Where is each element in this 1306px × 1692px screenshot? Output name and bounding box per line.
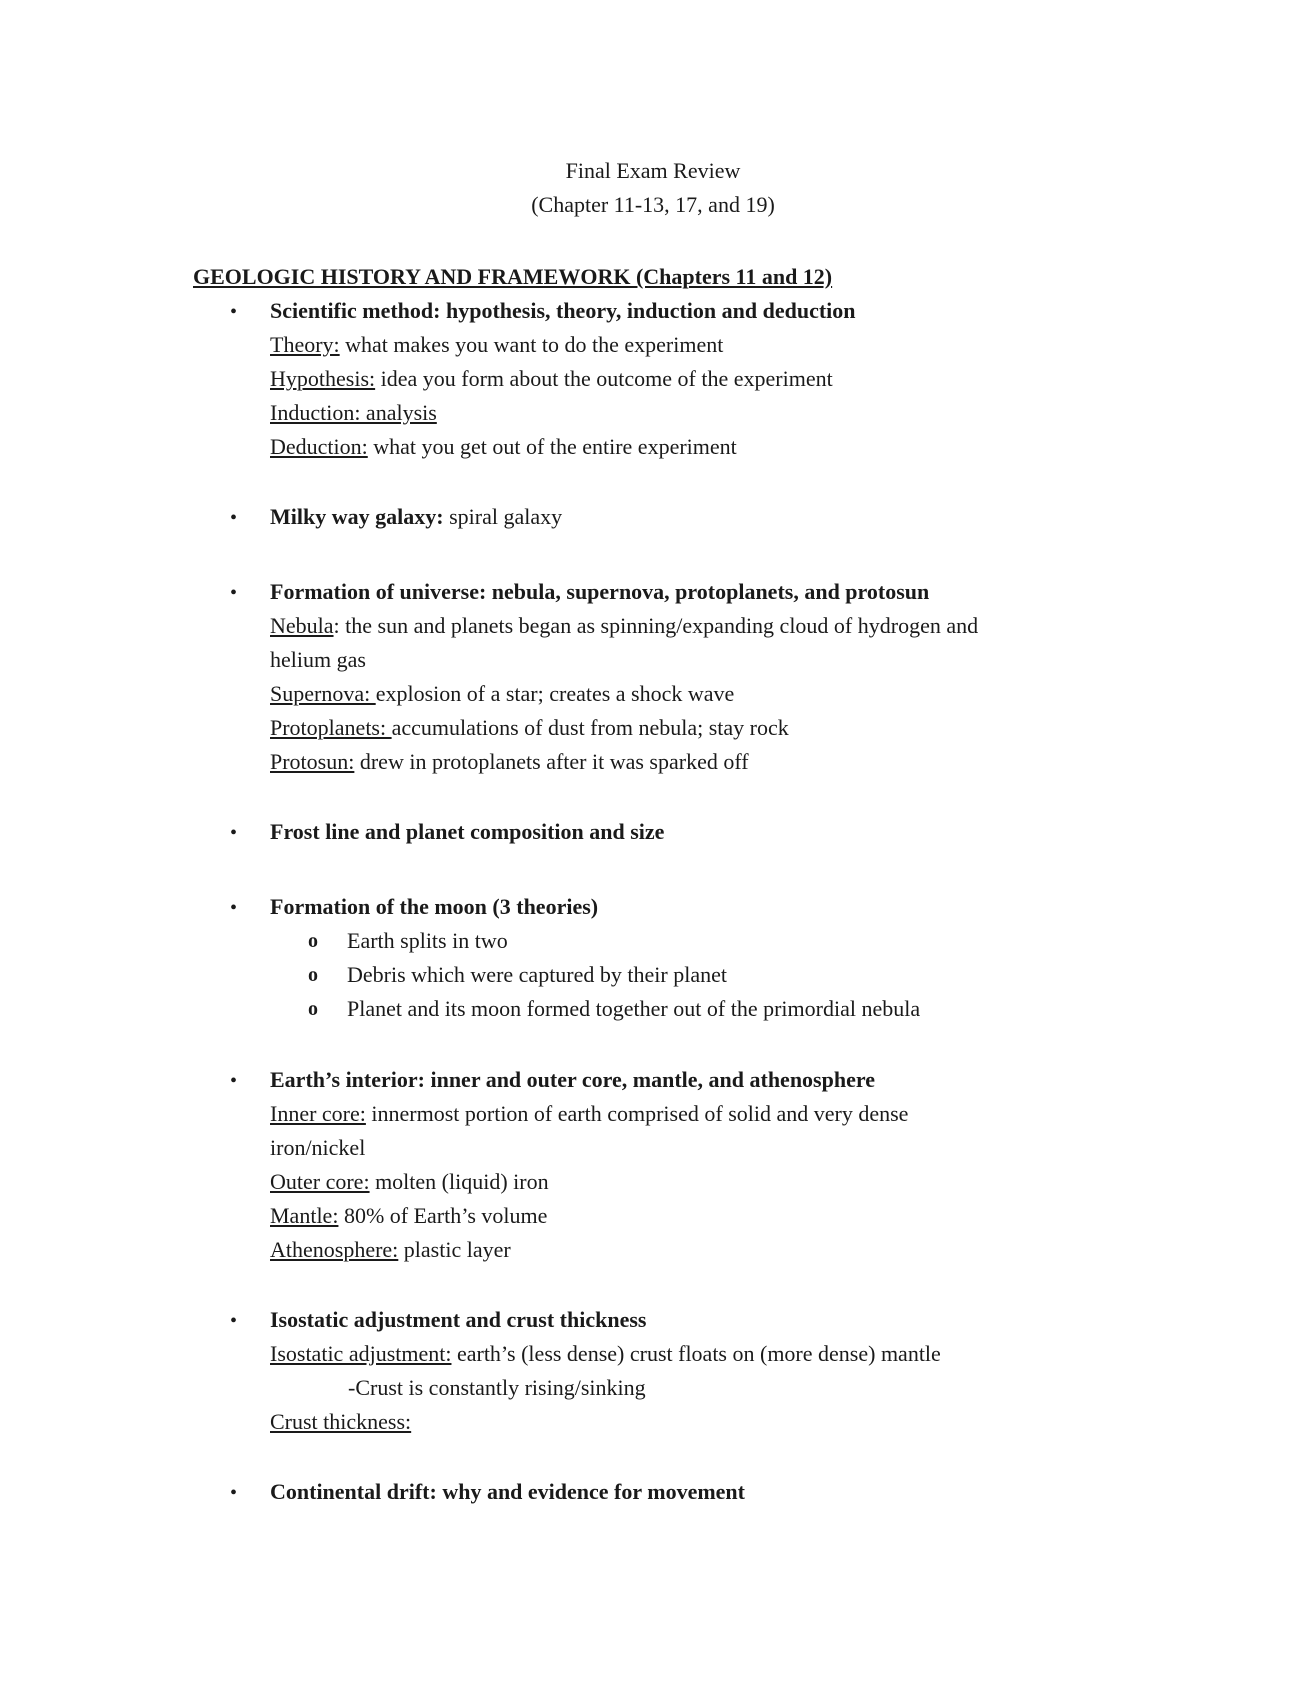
- sub-bullet-item: Planet and its moon formed together out of the primordial nebula: [347, 996, 921, 1021]
- definition-outer-core: [270, 1165, 549, 1199]
- bullet-marker: •: [230, 897, 238, 919]
- definition-text: plastic layer: [398, 1237, 511, 1262]
- sub-bullet-item: Earth splits in two: [347, 928, 508, 953]
- bullet-heading-frost-line: Frost line and planet composition and size: [270, 819, 665, 844]
- definition-isostatic-adjustment: [270, 1337, 941, 1371]
- term: Protosun:: [270, 749, 355, 774]
- document-subtitle: (Chapter 11-13, 17, and 19): [531, 192, 775, 217]
- bullet-heading-continental-drift: Continental drift: why and evidence for movement: [270, 1479, 745, 1504]
- bullet-marker: •: [230, 1482, 238, 1504]
- definition-protosun: [270, 745, 749, 779]
- definition-crust-thickness: [270, 1405, 411, 1439]
- indented-note: -Crust is constantly rising/sinking: [348, 1375, 646, 1400]
- definition-deduction: [270, 430, 737, 464]
- sub-bullet-marker: o: [308, 964, 318, 986]
- definition-supernova: [270, 677, 734, 711]
- term: Protoplanets:: [270, 715, 392, 740]
- sub-bullet-marker: o: [308, 930, 318, 952]
- definition-text: 80% of Earth’s volume: [338, 1203, 548, 1228]
- definition-text: spiral galaxy: [443, 504, 563, 529]
- term: Crust thickness:: [270, 1409, 412, 1434]
- definition-inner-core: [270, 1097, 908, 1131]
- definition-text: explosion of a star; creates a shock wave: [375, 681, 735, 706]
- definition-induction: [270, 396, 437, 430]
- bullet-heading-term: Milky way galaxy:: [270, 504, 444, 529]
- bullet-marker: •: [230, 1310, 238, 1332]
- definition-text: drew in protoplanets after it was sparked off: [354, 749, 749, 774]
- definition-mantle: [270, 1199, 547, 1233]
- bullet-marker: •: [230, 301, 238, 323]
- term: Mantle:: [270, 1203, 339, 1228]
- term: Nebula: [270, 613, 334, 638]
- sub-bullet-marker: o: [308, 998, 318, 1020]
- bullet-heading-milky-way: [270, 500, 562, 534]
- definition-hypothesis: [270, 362, 833, 396]
- term: Inner core:: [270, 1101, 366, 1126]
- definition-text: what you get out of the entire experiment: [367, 434, 737, 459]
- bullet-heading-formation-of-moon: Formation of the moon (3 theories): [270, 894, 599, 919]
- definition-text: earth’s (less dense) crust floats on (more dense) mantle: [451, 1341, 941, 1366]
- bullet-marker: •: [230, 1070, 238, 1092]
- bullet-marker: •: [230, 822, 238, 844]
- term: Hypothesis:: [270, 366, 376, 391]
- definition-text: : the sun and planets began as spinning/expanding cloud of hydrogen and: [333, 613, 979, 638]
- bullet-heading-formation-of-universe: Formation of universe: nebula, supernova, protoplanets, and protosun: [270, 579, 930, 604]
- definition-text: accumulations of dust from nebula; stay rock: [391, 715, 789, 740]
- definition-continuation: helium gas: [270, 647, 366, 672]
- definition-nebula: [270, 609, 978, 643]
- bullet-heading-scientific-method: Scientific method: hypothesis, theory, induction and deduction: [270, 298, 856, 323]
- document-title: Final Exam Review: [565, 158, 741, 183]
- bullet-marker: •: [230, 507, 238, 529]
- definition-text: what makes you want to do the experiment: [339, 332, 724, 357]
- section-heading: GEOLOGIC HISTORY AND FRAMEWORK (Chapters 11 and 12): [193, 264, 833, 289]
- term: Outer core:: [270, 1169, 370, 1194]
- definition-protoplanets: [270, 711, 789, 745]
- term: Isostatic adjustment:: [270, 1341, 452, 1366]
- sub-bullet-item: Debris which were captured by their planet: [347, 962, 727, 987]
- definition-athenosphere: [270, 1233, 511, 1267]
- bullet-marker: •: [230, 582, 238, 604]
- term: Deduction:: [270, 434, 368, 459]
- definition-theory: [270, 328, 723, 362]
- definition-text: innermost portion of earth comprised of solid and very dense: [365, 1101, 909, 1126]
- term: Induction: analysis: [270, 400, 437, 425]
- term: Athenosphere:: [270, 1237, 399, 1262]
- definition-continuation: iron/nickel: [270, 1135, 366, 1160]
- bullet-heading-earths-interior: Earth’s interior: inner and outer core, mantle, and athenosphere: [270, 1067, 875, 1092]
- bullet-heading-isostatic-adjustment: Isostatic adjustment and crust thickness: [270, 1307, 647, 1332]
- definition-text: idea you form about the outcome of the experiment: [375, 366, 833, 391]
- definition-text: molten (liquid) iron: [369, 1169, 549, 1194]
- term: Theory:: [270, 332, 340, 357]
- term: Supernova:: [270, 681, 376, 706]
